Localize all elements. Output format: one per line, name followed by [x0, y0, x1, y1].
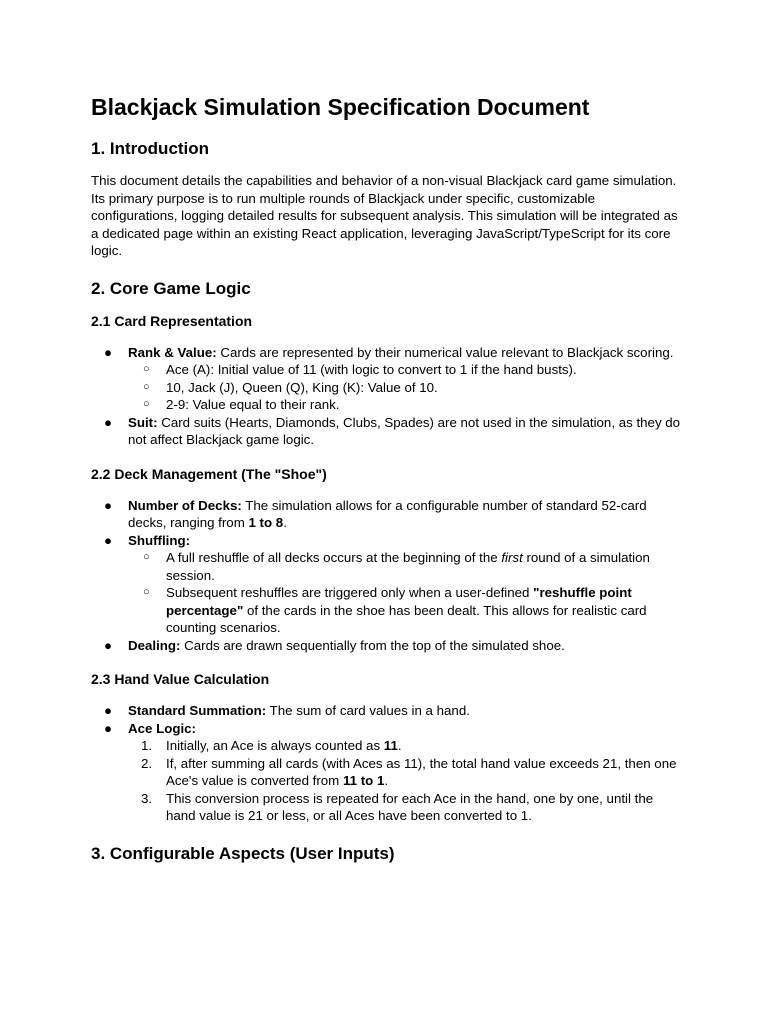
bullet-icon: ● [104, 497, 113, 513]
list-item-suit [91, 414, 681, 449]
bullet-icon: ● [104, 703, 113, 718]
list-item-rank-value [91, 344, 681, 414]
numbered-step [91, 790, 681, 825]
bullet-icon: ● [104, 532, 113, 548]
hand-value-list [91, 702, 681, 825]
section-3-heading: 3. Configurable Aspects (User Inputs) [91, 843, 395, 863]
sublist-item [91, 396, 681, 414]
document-title: Blackjack Simulation Specification Document [91, 94, 590, 120]
list-item-number-of-decks [91, 497, 681, 532]
step-text: . [384, 773, 389, 788]
decks-end: . [283, 515, 287, 530]
shuffling-sublist [91, 549, 681, 637]
step-number: 2. [141, 755, 153, 771]
sublist-item [91, 549, 681, 584]
shuffling-label: Shuffling: [128, 532, 191, 548]
card-representation-list [91, 344, 681, 449]
list-item-standard-summation [91, 702, 681, 720]
section-2-3-heading: 2.3 Hand Value Calculation [91, 671, 270, 687]
dealing-label: Dealing: [128, 637, 181, 653]
rank-sublist [91, 361, 681, 414]
suit-label: Suit: [128, 414, 158, 430]
list-item-dealing [91, 637, 681, 655]
reshuffle-point-term: "reshuffle point percentage" [166, 585, 632, 618]
sublist-item-text: Subsequent reshuffles are triggered only when a user-defined [166, 585, 534, 600]
dealing-text: Cards are drawn sequentially from the top of the simulated shoe. [180, 637, 565, 653]
list-item-ace-logic [91, 720, 681, 825]
sublist-item [91, 584, 681, 637]
step-bold: 11 to 1 [342, 773, 385, 788]
section-1-heading: 1. Introduction [91, 139, 210, 158]
bullet-icon: ● [104, 637, 113, 653]
step-text: This conversion process is repeated for each Ace in the hand, one by one, until the hand value is 21 or less, or all Aces have been converted to 1. [166, 790, 654, 823]
sublist-item [91, 379, 681, 397]
summation-text: The sum of card values in a hand. [266, 703, 470, 718]
step-bold: 11 [383, 738, 398, 753]
sublist-item-text: round of a simulation session. [166, 550, 650, 583]
sublist-item-text: 10, Jack (J), Queen (Q), King (K): Value of 10. [166, 379, 438, 395]
introduction-paragraph: This document details the capabilities and behavior of a non-visual Blackjack card game simulation. Its primary purpose is to run multiple rounds of Blackjack under specific, customizable configurations, logging detailed results for subsequent analysis. This simulation will be integrated as a dedicated page within an existing React application, leveraging JavaScript/TypeScript for its core logic. [91, 173, 678, 258]
circle-bullet-icon: ○ [143, 586, 150, 598]
circle-bullet-icon: ○ [143, 551, 150, 563]
rank-value-text: Cards are represented by their numerical value relevant to Blackjack scoring. [216, 344, 674, 360]
section-2-2-heading: 2.2 Deck Management (The "Shoe") [91, 465, 327, 482]
deck-management-list [91, 497, 681, 655]
decks-label: Number of Decks: [128, 497, 242, 513]
circle-bullet-icon: ○ [143, 363, 150, 375]
emphasis-first: first [501, 550, 523, 565]
decks-range: 1 to 8 [248, 515, 284, 530]
list-item-shuffling [91, 532, 681, 637]
step-text: . [397, 738, 402, 753]
decks-text: The simulation allows for a configurable number of standard 52-card decks, ranging from [128, 497, 647, 530]
step-number: 1. [141, 738, 153, 753]
ace-logic-label: Ace Logic: [128, 720, 196, 736]
circle-bullet-icon: ○ [143, 380, 150, 393]
section-2-heading: 2. Core Game Logic [91, 278, 251, 298]
step-number: 3. [141, 790, 153, 806]
rank-value-label: Rank & Value: [128, 344, 217, 360]
circle-bullet-icon: ○ [143, 398, 150, 410]
sublist-item [91, 361, 681, 379]
bullet-icon: ● [104, 344, 113, 360]
numbered-step [91, 755, 681, 790]
sublist-item-text: of the cards in the shoe has been dealt. This allows for realistic card counting scenarios. [166, 602, 647, 635]
step-text: If, after summing all cards (with Aces as 11), the total hand value exceeds 21, then one Ace's value is converted from [166, 755, 677, 788]
sublist-item-text: A full reshuffle of all decks occurs at the beginning of the [166, 550, 502, 565]
summation-label: Standard Summation: [128, 703, 267, 718]
section-2-1-heading: 2.1 Card Representation [91, 312, 253, 329]
ace-logic-steps [91, 737, 681, 825]
sublist-item-text: 2-9: Value equal to their rank. [166, 397, 340, 412]
sublist-item-text: Ace (A): Initial value of 11 (with logic to convert to 1 if the hand busts). [166, 362, 577, 377]
numbered-step [91, 737, 681, 755]
document-content [91, 92, 681, 877]
bullet-icon: ● [104, 720, 113, 736]
suit-text: Card suits (Hearts, Diamonds, Clubs, Spades) are not used in the simulation, as they do not affect Blackjack game logic. [128, 414, 681, 447]
bullet-icon: ● [104, 414, 113, 430]
step-text: Initially, an Ace is always counted as [166, 738, 384, 753]
